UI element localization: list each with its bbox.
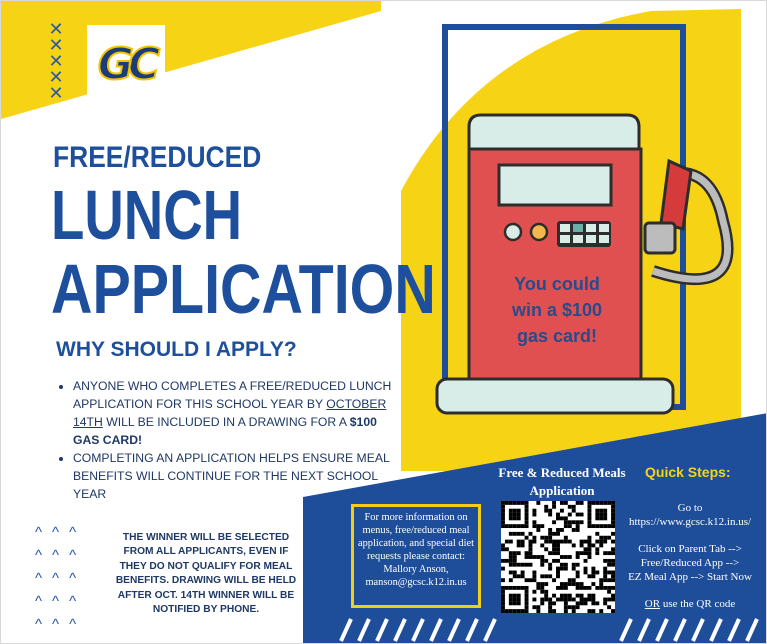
step-ez-meal-app: EZ Meal App --> Start Now	[628, 571, 752, 583]
contact-email: manson@gcsc.k12.in.us	[365, 577, 467, 588]
x-pattern-decoration: ✕ ✕ ✕ ✕ ✕	[48, 19, 64, 103]
contact-info-text: For more information on menus, free/reduced meal application, and special diet requests please contact:	[358, 512, 474, 562]
callout-line: You could	[514, 274, 600, 294]
prize-text: $100 GAS CARD!	[73, 415, 377, 447]
reason-text: ANYONE WHO COMPLETES A FREE/REDUCED LUNCH APPLICATION FOR THIS SCHOOL YEAR BY	[73, 379, 392, 411]
or-word: OR	[644, 598, 661, 610]
step-qr-code	[617, 597, 763, 611]
quick-steps-title: Quick Steps:	[645, 464, 731, 480]
heading-lunch: LUNCH	[51, 176, 243, 254]
heading-free-reduced: FREE/REDUCED	[53, 141, 262, 174]
winner-notice: THE WINNER WILL BE SELECTED FROM ALL APPLICANTS, EVEN IF THEY DO NOT QUALIFY FOR MEAL BENEFITS. DRAWING WILL BE HELD AFTER OCT. 14TH WINNER WILL BE NOTIFIED BY PHONE.	[115, 532, 297, 616]
reason-item-drawing	[73, 377, 393, 449]
step-goto: Go to	[677, 502, 703, 514]
contact-box	[351, 504, 481, 608]
qr-instruction: use the QR code	[660, 598, 736, 610]
qr-section-title: Free & Reduced Meals Application	[498, 465, 626, 498]
qr-code-icon[interactable]	[501, 501, 615, 613]
why-apply-heading: WHY SHOULD I APPLY?	[56, 338, 297, 361]
chevron-pattern-decoration: ^^^ ^^^ ^^^ ^^^ ^^^	[35, 524, 87, 633]
step-parent-tab: Click on Parent Tab -->	[638, 543, 742, 555]
gas-card-callout	[495, 271, 619, 349]
contact-name: Mallory Anson,	[383, 564, 449, 575]
callout-line: gas card!	[516, 326, 598, 346]
heading-application: APPLICATION	[51, 250, 436, 328]
school-logo	[87, 25, 165, 103]
callout-line: win a $100	[511, 300, 603, 320]
reasons-list	[57, 377, 393, 503]
reason-item-benefits: • COMPLETING AN APPLICATION HELPS ENSURE MEAL BENEFITS WILL CONTINUE FOR THE NEXT SCHOOL YEAR	[73, 449, 393, 503]
logo-text: GC	[97, 38, 155, 90]
website-url[interactable]: https://www.gcsc.k12.in.us/	[628, 516, 752, 528]
deadline-date: OCTOBER 14TH	[73, 397, 387, 429]
reason-text: WILL BE INCLUDED IN A DRAWING FOR A	[102, 415, 350, 429]
quick-steps-list	[617, 501, 763, 611]
step-free-reduced-app: Free/Reduced App -->	[640, 557, 740, 569]
